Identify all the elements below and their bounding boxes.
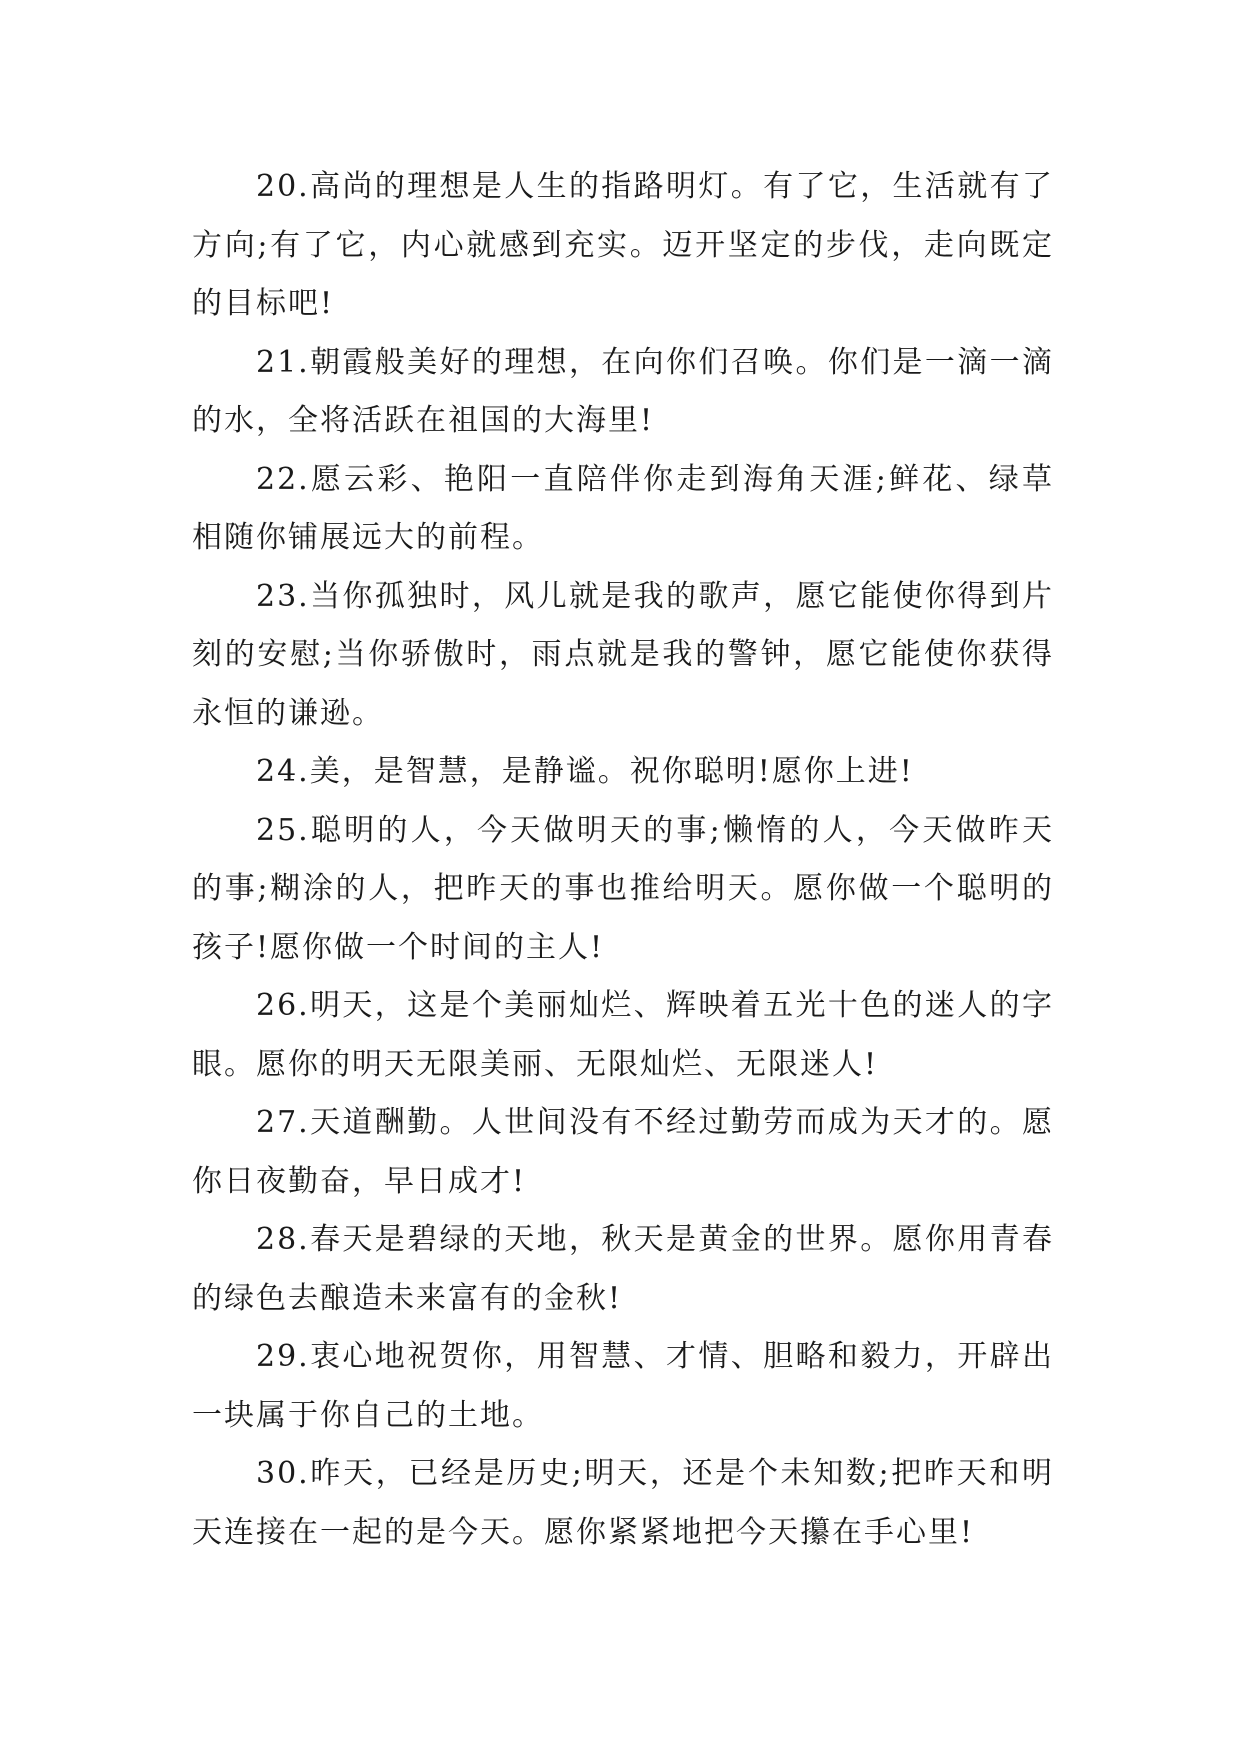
paragraph-24: 24.美，是智慧，是静谧。祝你聪明!愿你上进!	[256, 754, 914, 789]
paragraph-25: 25.聪明的人，今天做明天的事;懒惰的人，今天做昨天的事;糊涂的人，把昨天的事也推给明天。愿你做一个聪明的孩子!愿你做一个时间的主人!	[192, 812, 1054, 965]
paragraph-30: 30.昨天，已经是历史;明天，还是个未知数;把昨天和明天连接在一起的是今天。愿你紧紧地把今天攥在手心里!	[192, 1456, 1054, 1550]
paragraph-22: 22.愿云彩、艳阳一直陪伴你走到海角天涯;鲜花、绿草相随你铺展远大的前程。	[192, 461, 1054, 555]
paragraph-23: 23.当你孤独时，风儿就是我的歌声，愿它能使你得到片刻的安慰;当你骄傲时，雨点就是我的警钟，愿它能使你获得永恒的谦逊。	[192, 578, 1054, 731]
paragraph-20: 20.高尚的理想是人生的指路明灯。有了它，生活就有了方向;有了它，内心就感到充实。迈开坚定的步伐，走向既定的目标吧!	[192, 169, 1054, 321]
paragraph-26: 26.明天，这是个美丽灿烂、辉映着五光十色的迷人的字眼。愿你的明天无限美丽、无限灿烂、无限迷人!	[192, 988, 1054, 1082]
paragraph-21: 21.朝霞般美好的理想，在向你们召唤。你们是一滴一滴的水，全将活跃在祖国的大海里!	[192, 344, 1054, 438]
document-body	[192, 158, 1054, 1562]
paragraph-29: 29.衷心地祝贺你，用智慧、才情、胆略和毅力，开辟出一块属于你自己的土地。	[192, 1339, 1054, 1433]
paragraph-28: 28.春天是碧绿的天地，秋天是黄金的世界。愿你用青春的绿色去酿造未来富有的金秋!	[192, 1222, 1054, 1316]
paragraph-27: 27.天道酬勤。人世间没有不经过勤劳而成为天才的。愿你日夜勤奋，早日成才!	[192, 1105, 1054, 1199]
